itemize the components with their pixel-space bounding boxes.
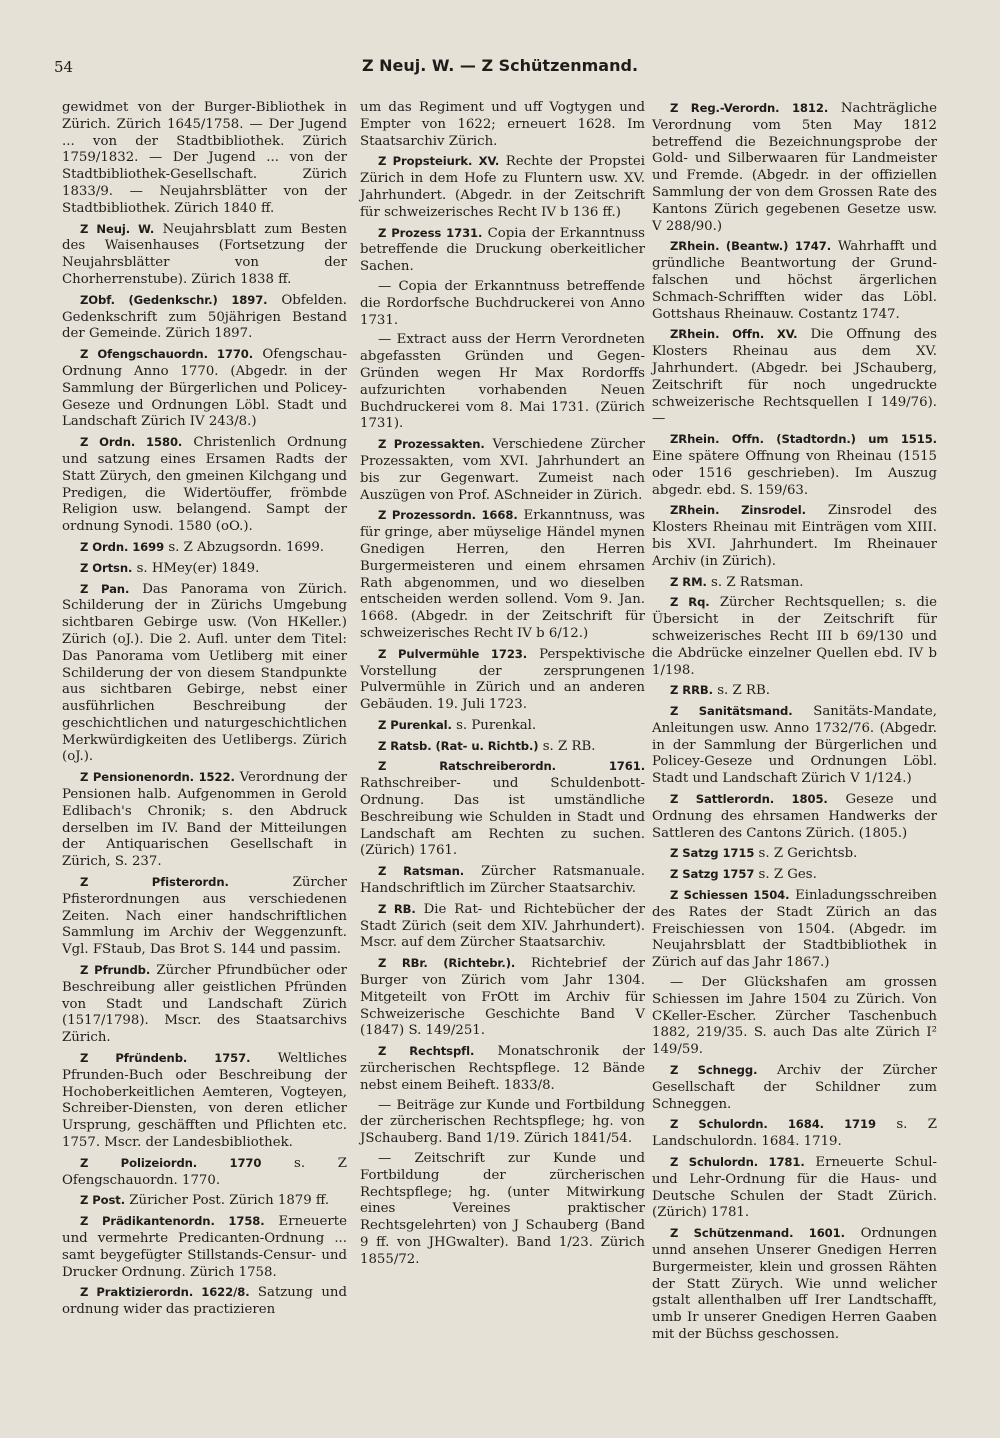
entry-text: s. Z Ges. [758, 867, 817, 883]
entry-text: Verschiedene Zürcher Prozessakten, vom XVI. Jahrhundert an bis zur Gegenwart. Zumeist nach Auszügen von Prof. ASchneider in Zürich. [360, 437, 646, 503]
entry-headword: Z Schnegg. [670, 1063, 758, 1078]
entry-headword: Z Sanitätsmand. [670, 704, 793, 719]
dictionary-entry [360, 100, 645, 150]
entry-text: Zürcher Ratsmanuale. Handschriftlich im Zürcher Staatsarchiv. [360, 864, 645, 897]
dictionary-entry [360, 738, 645, 756]
entry-text: s. Z Landschulordn. 1684. 1719. [652, 1117, 937, 1150]
entry-text: Obfelden. Gedenkschrift zum 50jährigen Bestand der Gemeinde. Zürich 1897. [62, 292, 348, 342]
entry-text: — Copia der Erkanntnuss betreffende die Rordorfsche Buchdruckerei von Anno 1731. [360, 278, 645, 328]
entry-headword: Z Pfründenb. 1757. [80, 1051, 251, 1066]
dictionary-entry [652, 431, 937, 499]
entry-headword: Z Ratschreiberordn. 1761. [378, 759, 645, 774]
dictionary-entry [62, 1284, 347, 1319]
dictionary-entry [360, 225, 645, 276]
dictionary-entry [652, 502, 937, 570]
entry-text: Satzung und ordnung wider das practizieren [62, 1285, 347, 1318]
dictionary-entry [652, 887, 937, 972]
dictionary-entry [652, 845, 937, 863]
dictionary-entry [652, 703, 937, 788]
entry-headword: Z Schiessen 1504. [670, 888, 790, 903]
entry-text: s. HMey(er) 1849. [136, 560, 260, 576]
entry-headword: Z Rq. [670, 595, 710, 610]
entry-headword: Z Schulordn. 1781. [670, 1155, 805, 1170]
entry-headword: Z Schützenmand. 1601. [670, 1226, 845, 1241]
dictionary-entry [652, 791, 937, 842]
entry-headword: Z Pensionenordn. 1522. [80, 770, 235, 785]
dictionary-entry [360, 1043, 645, 1094]
entry-headword: Z Schulordn. 1684. 1719 [670, 1117, 876, 1132]
entry-text: s. Z RB. [542, 738, 596, 754]
dictionary-entry [62, 346, 347, 431]
dictionary-entry [62, 1050, 347, 1152]
entry-text: Monatschronik der zürcherischen Rechtspflege. 12 Bände nebst einem Beiheft. 1833/8. [360, 1044, 645, 1093]
entry-headword: Z RM. [670, 574, 707, 589]
entry-headword: Z Ordn. 1699 [80, 539, 165, 554]
entry-text: Richtebrief der Burger von Zürich vom Jahr 1304. Mitgeteilt von FrOtt im Archiv für Schweizerische Geschichte Band V (1847) S. 149/251. [360, 956, 645, 1039]
entry-headword: Z Ofengschauordn. 1770. [80, 347, 254, 362]
dictionary-entry [62, 434, 347, 536]
entry-headword: Z Pan. [80, 581, 130, 596]
entry-headword: Z Sattlerordn. 1805. [670, 792, 828, 807]
entry-text: Zürcher Pfisterordnungen aus verschiedenen Zeiten. Nach einer handschriftlichen Sammlung im Archiv der Weggenzunft. Vgl. FStaub, Das Brot S. 144 und passim. [62, 875, 347, 958]
entry-text: s. Z RB. [717, 683, 770, 699]
entry-text: Erneuerte und vermehrte Predicanten-Ordnung ... samt beygefügter Stillstands-Censur- und Drucker Ordnung. Zürich 1758. [62, 1214, 347, 1280]
entry-headword: Z Ordn. 1580. [80, 435, 183, 450]
entry-text: Ofengschau-Ordnung Anno 1770. (Abgedr. in der Sammlung der Bürgerlichen und Policey-Geseze und Ordnungen Löbl. Stadt und Landschaft Zürich IV 243/8.) [62, 347, 347, 430]
entry-text: Nachträgliche Verordnung vom 5ten May 1812 betreffend die Bezeichnungsprobe der Gold- und Silberwaaren für Landmeister und Fremde. (Abgedr. in der offiziellen Sammlung der von dem Grossen Rate des Kantons Zürich gegebenen Gesetze usw. V 288/90.) [652, 101, 937, 234]
dictionary-entry [62, 539, 347, 557]
dictionary-entry [360, 901, 645, 952]
entry-text: s. Z Ratsman. [711, 574, 804, 590]
dictionary-entry [62, 581, 347, 767]
entry-headword: Z Prozess 1731. [378, 225, 483, 240]
entry-text: gewidmet von der Burger-Bibliothek in Zürich. Zürich 1645/1758. — Der Jugend ... von der Stadtbibliothek. Zürich 1759/1832. — Der Jugend ... von der Stadtbibliothek-Gesellschaft. Zürich 1833/9. — Neujahrsblätter von der Stadtbibliothek. Zürich 1840 ff. [62, 100, 347, 216]
dictionary-entry [652, 1062, 937, 1113]
dictionary-entry [62, 1192, 347, 1210]
dictionary-entry [62, 962, 347, 1047]
entry-headword: Z Polizeiordn. 1770 [80, 1155, 262, 1170]
entry-text: um das Regiment und uff Vogtygen und Empter von 1622; erneuert 1628. Im Staatsarchiv Zürich. [360, 100, 645, 149]
entry-text: — Extract auss der Herrn Verordneten abgefassten Gründen und Gegen-Gründen wegen Hr Max Rordorffs aufzurichten vorhabenden Neuen Buchdruckerei vom 8. Mai 1731. (Zürich 1731). [360, 332, 645, 432]
entry-headword: Z Post. [80, 1193, 126, 1208]
column-1 [62, 100, 347, 1322]
entry-headword: Z RB. [378, 901, 416, 916]
entry-text: Züricher Post. Zürich 1879 ff. [129, 1193, 330, 1209]
dictionary-entry [62, 874, 347, 959]
page-header [0, 58, 1000, 82]
entry-text: Wahrhafft und gründliche Beantwortung der Grund-falschen und höchst ärgerlichen Schmach-Schrifften wider das Löbl. Gottshaus Rheinauw. Costantz 1747. [652, 239, 937, 322]
entry-headword: Z Ortsn. [80, 560, 133, 575]
dictionary-entry [652, 100, 937, 235]
entry-text: s. Z Gerichtsb. [758, 846, 858, 862]
dictionary-entry [652, 326, 937, 428]
entry-headword: Z RRB. [670, 683, 713, 698]
entry-headword: Z Prädikantenordn. 1758. [80, 1214, 265, 1229]
entry-text: Rathschreiber- und Schuldenbott-Ordnung. Das ist umständliche Beschreibung wie Schulden in Stadt und Landschaft am Rechten zu suchen. (Zürich) 1761. [360, 776, 645, 859]
dictionary-entry [360, 153, 645, 221]
entry-headword: Z Ratsman. [378, 864, 465, 879]
entry-text: Zürcher Pfrundbücher oder Beschreibung aller geistlichen Pfründen von Stadt und Landschaft Zürich (1517/1798). Mscr. des Staatsarchivs Zürich. [62, 963, 347, 1046]
entry-headword: Z Prozessordn. 1668. [378, 508, 518, 523]
entry-headword: Z Neuj. W. [80, 221, 155, 236]
dictionary-entry [360, 1098, 645, 1148]
dictionary-entry [62, 221, 347, 289]
page-number: 54 [54, 58, 74, 76]
dictionary-entry [652, 1225, 937, 1344]
dictionary-entry [62, 100, 347, 218]
entry-headword: Z Satzg 1757 [670, 867, 755, 882]
entry-text: Perspektivische Vorstellung der zersprungenen Pulvermühle in Zürich und an anderen Gebäuden. 19. Juli 1723. [360, 646, 645, 713]
dictionary-entry [652, 594, 937, 679]
dictionary-entry [652, 1154, 937, 1222]
entry-headword: Z Pfisterordn. [80, 875, 229, 890]
dictionary-entry [360, 717, 645, 735]
entry-text: Archiv der Zürcher Gesellschaft der Schildner zum Schneggen. [652, 1063, 937, 1112]
entry-headword: ZObf. (Gedenkschr.) 1897. [80, 292, 268, 307]
entry-text: Copia der Erkanntnuss betreffende die Druckung oberkeitlicher Sachen. [360, 225, 645, 275]
entry-text: Die Offnung des Klosters Rheinau aus dem XV. Jahrhundert. (Abgedr. bei JSchauberg, Zeitschrift für noch ungedruckte schweizerische Rechtsquellen I 149/76). — [652, 327, 937, 427]
entry-headword: Z Propsteiurk. XV. [378, 154, 500, 169]
entry-headword: Z Purenkal. [378, 717, 452, 732]
entry-text: Eine spätere Offnung von Rheinau (1515 oder 1516 geschrieben). Im Auszug abgedr. ebd. S. 159/63. [652, 448, 937, 498]
entry-text: Ordnungen unnd ansehen Unserer Gnedigen Herren Burgermeister, klein und grossen Rähten der Statt Zürych. Wie unnd welicher gstalt allenthalben uff Irer Landtschafft, umb Ir unserer Gnedigen Herren Gaaben mit der Büchss geschossen. [652, 1226, 937, 1342]
dictionary-entry [360, 758, 645, 860]
entry-text: s. Z Ofengschauordn. 1770. [62, 1155, 347, 1188]
entry-text: s. Z Abzugsordn. 1699. [168, 539, 325, 555]
dictionary-entry [652, 682, 937, 700]
entry-text: Weltliches Pfrunden-Buch oder Beschreibung der Hochoberkeitlichen Aemteren, Vogteyen, Schreiber-Diensten, von deren etlicher Ursprung, geschäfften und Pflichten etc. 1757. Mscr. der Landesbibliothek. [62, 1051, 347, 1151]
dictionary-entry [360, 646, 645, 714]
entry-headword: Z Prozessakten. [378, 437, 485, 452]
entry-text: Das Panorama von Zürich. Schilderung der in Zürichs Umgebung sichtbaren Gebirge usw. (Von HKeller.) Zürich (oJ.). Die 2. Aufl. unter dem Titel: Das Panorama vom Uetliberg mit einer Schilderung der von diesem Standpunkte aus sichtbaren Gebirge, nebst einer ausführlichen Beschreibung der geschichtlichen und naturgeschichtlichen Merkwürdigkeiten des Uetlibergs. Zürich (oJ.). [62, 581, 347, 765]
dictionary-entry [360, 507, 645, 642]
dictionary-entry [62, 560, 347, 578]
entry-headword: ZRhein. (Beantw.) 1747. [670, 239, 832, 254]
entry-text: Sanitäts-Mandate, Anleitungen usw. Anno 1732/76. (Abgedr. in der Sammlung der Bürgerlichen und Policey-Geseze und Ordnungen Löbl. Stadt und Landschaft Zürich V 1/124.) [652, 704, 937, 787]
entry-headword: ZRhein. Offn. XV. [670, 327, 798, 342]
dictionary-entry [360, 279, 645, 329]
dictionary-entry [652, 866, 937, 884]
dictionary-entry [652, 1116, 937, 1151]
dictionary-entry [62, 1213, 347, 1281]
dictionary-entry [360, 436, 645, 504]
entry-text: — Zeitschrift zur Kunde und Fortbildung der zürcherischen Rechtspflege; hg. (unter Mitwirkung eines Vereines praktischer Rechtsgelehrten) von J Schauberg (Band 9 ff. von JHGwalter). Band 1/23. Zürich 1855/72. [360, 1151, 645, 1267]
dictionary-entry [62, 1155, 347, 1190]
dictionary-entry [652, 238, 937, 323]
dictionary-entry [360, 955, 645, 1040]
dictionary-entry [360, 863, 645, 898]
dictionary-entry [652, 975, 937, 1059]
entry-text: Einladungsschreiben des Rates der Stadt Zürich an das Freischiessen von 1504. (Abgedr. im Neujahrsblatt der Stadtbibliothek in Zürich auf das Jahr 1867.) [652, 888, 937, 971]
dictionary-entry [62, 292, 347, 343]
entry-text: — Beiträge zur Kunde und Fortbildung der zürcherischen Rechtspflege; hg. von JSchauberg. Band 1/19. Zürich 1841/54. [360, 1097, 645, 1147]
column-2 [360, 100, 645, 1272]
entry-text: s. Purenkal. [456, 717, 537, 733]
dictionary-entry [360, 1151, 645, 1269]
entry-text: Christenlich Ordnung und satzung eines Ersamen Radts der Statt Zürych, den gmeinen Kilchgang und Predigen, die Widertöuffer, frömbde Religion usw. belangend. Sampt der ordnung Synodi. 1580 (oO.). [62, 435, 347, 535]
dictionary-entry [360, 332, 645, 433]
column-3 [652, 100, 937, 1347]
entry-text: Die Rat- und Richtebücher der Stadt Zürich (seit dem XIV. Jahrhundert). Mscr. auf dem Zürcher Staatsarchiv. [360, 901, 645, 951]
entry-text: Zinsrodel des Klosters Rheinau mit Einträgen vom XIII. bis XVI. Jahrhundert. Im Rheinauer Archiv (in Zürich). [652, 503, 938, 569]
entry-text: Geseze und Ordnung des ehrsamen Handwerks der Sattleren des Cantons Zürich. (1805.) [652, 792, 937, 841]
entry-text: Erkanntnuss, was für gringe, aber müyselige Händel mynen Gnedigen Herren, den Herren Burgermeisteren und einem ehrsamen Rath abgenommen, und wo dieselben entscheiden werden sollend. Vom 9. Jan. 1668. (Abgedr. in der Zeitschrift für schweizerisches Recht IV b 6/12.) [360, 508, 646, 641]
entry-headword: Z Reg.-Verordn. 1812. [670, 101, 829, 115]
entry-text: — Der Glückshafen am grossen Schiessen im Jahre 1504 zu Zürich. Von CKeller-Escher. Zürcher Taschenbuch 1882, 219/35. S. auch Das alte Zürich I² 149/59. [652, 975, 937, 1058]
entry-headword: Z Ratsb. (Rat- u. Richtb.) [378, 738, 539, 753]
entry-text: Verordnung der Pensionen halb. Aufgenommen in Gerold Edlibach's Chronik; s. den Abdruck derselben im IV. Band der Mitteilungen der Antiquarischen Gesellschaft in Zürich, S. 237. [62, 770, 347, 870]
entry-text: Erneuerte Schul- und Lehr-Ordnung für die Haus- und Deutsche Schulen der Stadt Zürich. (Zürich) 1781. [652, 1155, 938, 1221]
entry-text: Neujahrsblatt zum Besten des Waisenhauses (Fortsetzung der Neujahrsblätter von der Chorherrenstube). Zürich 1838 ff. [62, 221, 347, 287]
entry-headword: ZRhein. Zinsrodel. [670, 503, 806, 518]
entry-headword: Z Pulvermühle 1723. [378, 646, 528, 661]
running-head: Z Neuj. W. — Z Schützenmand. [361, 56, 639, 75]
entry-headword: Z Praktizierordn. 1622/8. [80, 1285, 250, 1300]
entry-headword: Z RBr. (Richtebr.). [378, 956, 516, 971]
dictionary-entry [62, 769, 347, 871]
entry-headword: Z Pfrundb. [80, 963, 151, 978]
entry-text: Rechte der Propstei Zürich in dem Hofe zu Fluntern usw. XV. Jahrhundert. (Abgedr. in der Zeitschrift für schweizerisches Recht IV b 136 ff.) [360, 154, 646, 220]
dictionary-entry [652, 574, 937, 592]
entry-headword: ZRhein. Offn. (Stadtordn.) um 1515. [670, 432, 937, 447]
entry-headword: Z Satzg 1715 [670, 846, 755, 861]
entry-text: Zürcher Rechtsquellen; s. die Übersicht in der Zeitschrift für schweizerisches Recht III b 69/130 und die Abdrücke einzelner Quellen ebd. IV b 1/198. [652, 595, 937, 678]
entry-headword: Z Rechtspfl. [378, 1044, 475, 1059]
